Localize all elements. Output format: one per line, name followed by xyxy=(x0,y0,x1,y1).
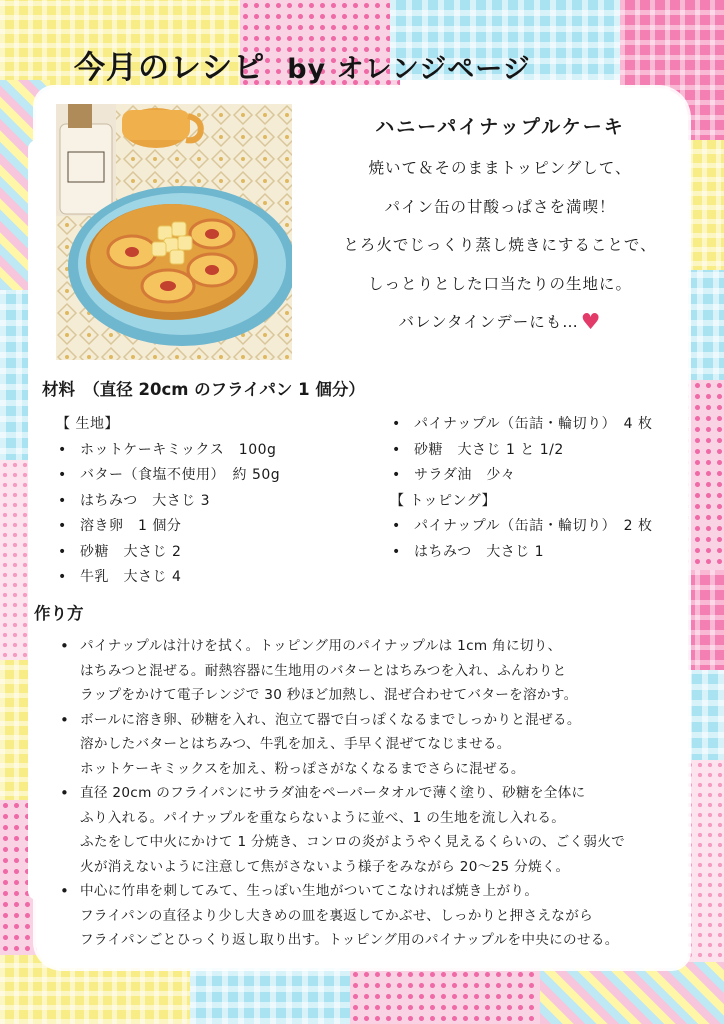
ingredient-item: • 砂糖 大さじ 1 と 1/2 xyxy=(390,438,653,464)
step-line: • パイナップルは汁けを拭く。トッピング用のパイナップルは 1cm 角に切り、 xyxy=(80,638,562,654)
title-text: 今月のレシピ xyxy=(74,50,266,86)
step-line: フライパンごとひっくり返し取り出す。トッピング用のパイナップルを中央にのせる。 xyxy=(80,932,619,948)
intro-line-text: バレンタインデーにも… xyxy=(398,313,579,331)
ingredient-item: • はちみつ 大さじ 3 xyxy=(56,489,280,515)
method-heading: 作り方 xyxy=(34,604,84,623)
step-line: • 中心に竹串を刺してみて、生っぽい生地がついてこなければ焼き上がり。 xyxy=(80,883,539,899)
intro-line-last xyxy=(300,303,700,343)
step-line: • 直径 20cm のフライパンにサラダ油をペーパータオルで薄く塗り、砂糖を全体に xyxy=(80,785,586,801)
ingredient-item: • 砂糖 大さじ 2 xyxy=(56,540,280,566)
cake-photo xyxy=(56,104,292,360)
method-step xyxy=(56,634,696,708)
intro-line: 焼いて＆そのままトッピングして、 xyxy=(368,159,632,177)
cake-illustration xyxy=(56,104,292,360)
ingredient-item: • パイナップル（缶詰・輪切り） 2 枚 xyxy=(390,514,653,540)
ingredients-list-left xyxy=(56,412,280,591)
method-steps xyxy=(56,634,696,953)
intro-line: とろ火でじっくり蒸し焼きにすることで、 xyxy=(343,236,657,254)
ingredient-item: • サラダ油 少々 xyxy=(390,463,653,489)
recipe-intro xyxy=(300,112,700,343)
ingredients-list-right xyxy=(390,412,653,565)
method-step xyxy=(56,708,696,782)
step-line: ふり入れる。パイナップルを重ならないように並べ、1 の生地を流し入れる。 xyxy=(80,809,566,826)
step-line: はちみつと混ぜる。耐熱容器に生地用のバターとはちみつを入れ、ふんわりと xyxy=(80,662,567,679)
step-line: ふたをして中火にかけて 1 分焼き、コンロの炎がようやく見えるくらいの、ごく弱火で xyxy=(80,834,626,850)
ingredient-group-header: 【 生地】 xyxy=(56,416,119,432)
recipe-name: ハニーパイナップルケーキ xyxy=(375,116,625,138)
method-step xyxy=(56,781,696,879)
step-line: ラップをかけて電子レンジで 30 秒ほど加熱し、混ぜ合わせてバターを溶かす。 xyxy=(80,687,578,703)
step-line: フライパンの直径より少し大きめの皿を裏返してかぶせ、しっかりと押さえながら xyxy=(80,907,593,924)
ingredient-item: • ホットケーキミックス 100g xyxy=(56,438,280,464)
step-line: • ボールに溶き卵、砂糖を入れ、泡立て器で白っぽくなるまでしっかりと混ぜる。 xyxy=(80,711,581,728)
intro-line: パイン缶の甘酸っぱさを満喫！ xyxy=(384,197,616,216)
ingredient-group-header: 【 トッピング】 xyxy=(390,492,497,509)
byline: by オレンジページ xyxy=(287,54,531,85)
ingredient-item: • はちみつ 大さじ 1 xyxy=(390,540,653,566)
ingredient-item: • バター（食塩不使用） 約 50g xyxy=(56,463,280,489)
ingredient-item: • 牛乳 大さじ 4 xyxy=(56,565,280,591)
step-line: 火が消えないように注意して焦がさないよう様子をみながら 20〜25 分焼く。 xyxy=(80,858,570,875)
ingredient-item: • 溶き卵 1 個分 xyxy=(56,514,280,540)
ingredients-heading: 材料 （直径 20cm のフライパン 1 個分） xyxy=(42,380,365,399)
step-line: ホットケーキミックスを加え、粉っぽさがなくなるまでさらに混ぜる。 xyxy=(80,760,525,777)
heart-icon: ♥ xyxy=(580,310,602,335)
step-line: 溶かしたバターとはちみつ、牛乳を加え、手早く混ぜてなじませる。 xyxy=(80,736,511,752)
page-title xyxy=(74,42,531,87)
method-step xyxy=(56,879,696,953)
intro-line: しっとりとした口当たりの生地に。 xyxy=(367,274,632,293)
ingredient-item: • パイナップル（缶詰・輪切り） 4 枚 xyxy=(390,412,653,438)
